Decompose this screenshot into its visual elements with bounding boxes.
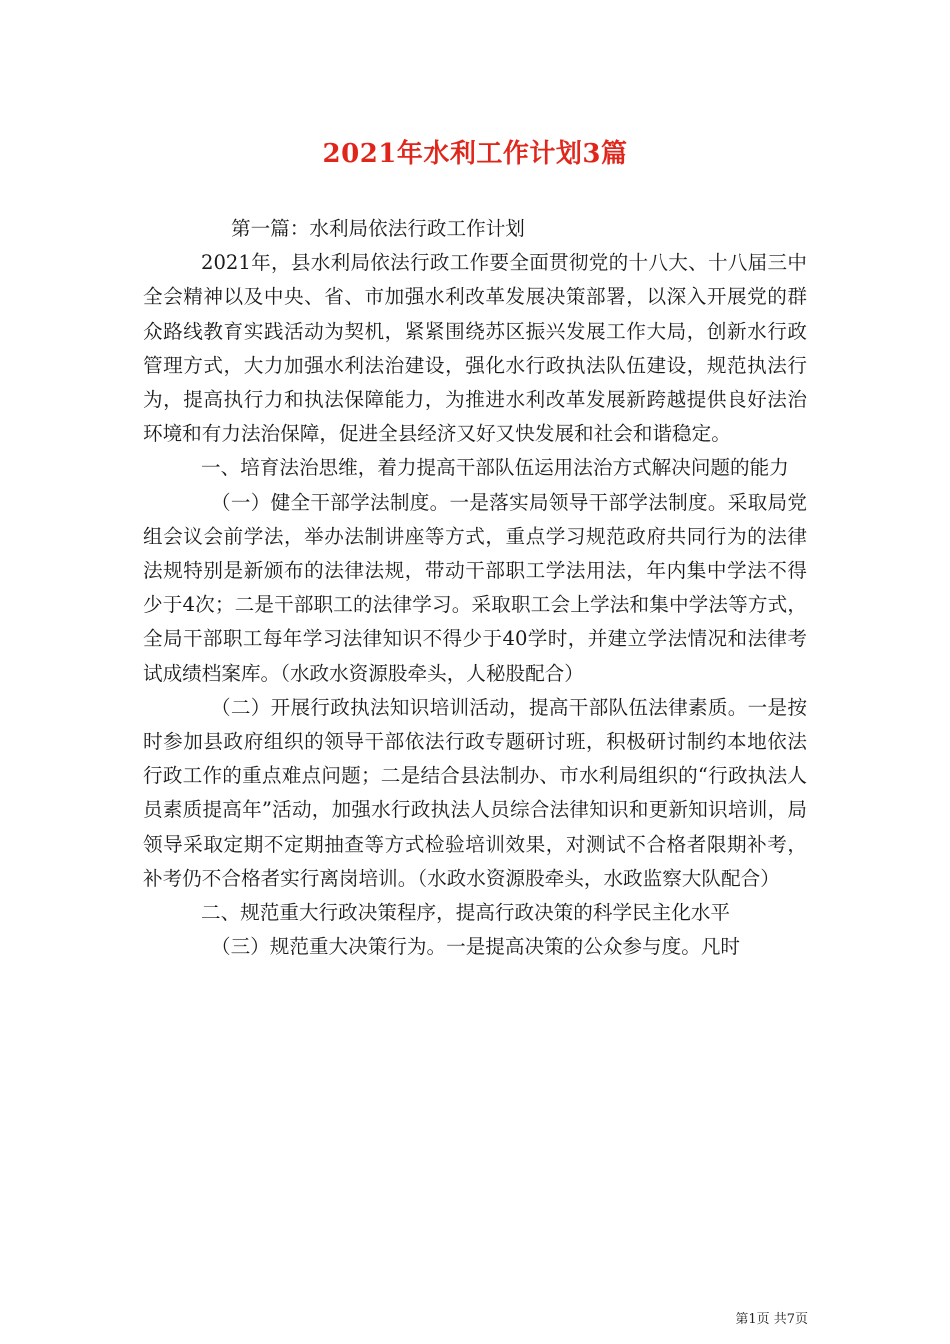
paragraph-item-one: （一）健全干部学法制度。一是落实局领导干部学法制度。采取局党组会议会前学法，举办法制讲座等方式，重点学习规范政府共同行为的法律法规特别是新颁布的法律法规，带动干部职工学法用法，年内集中学法不得少于4次；二是干部职工的法律学习。采取职工会上学法和集中学法等方式，全局干部职工每年学习法律知识不得少于40学时，并建立学法情况和法律考试成绩档案库。（水政水资源股牵头，人秘股配合）: [143, 490, 807, 685]
document-title: 2021年水利工作计划3篇: [322, 139, 628, 169]
document-body: [143, 212, 807, 964]
paragraph-intro: 2021年，县水利局依法行政工作要全面贯彻党的十八大、十八届三中全会精神以及中央、省、市加强水利改革发展决策部署，以深入开展党的群众路线教育实践活动为契机，紧紧围绕苏区振兴发展工作大局，创新水行政管理方式，大力加强水利法治建设，强化水行政执法队伍建设，规范执法行为，提高执行力和执法保障能力，为推进水利改革发展新跨越提供良好法治环境和有力法治保障，促进全县经济又好又快发展和社会和谐稳定。: [143, 251, 807, 446]
paragraph-heading-two: 二、规范重大行政决策程序，提高行政决策的科学民主化水平: [201, 901, 731, 925]
paragraph-heading-one: 一、培育法治思维，着力提高干部队伍运用法治方式解决问题的能力: [201, 456, 789, 480]
paragraph-item-two: （二）开展行政执法知识培训活动，提高干部队伍法律素质。一是按时参加县政府组织的领导干部依法行政专题研讨班，积极研讨制约本地依法行政工作的重点难点问题；二是结合县法制办、市水利局组织的“行政执法人员素质提高年”活动，加强水行政执法人员综合法律知识和更新知识培训，局领导采取定期不定期抽查等方式检验培训效果，对测试不合格者限期补考，补考仍不合格者实行离岗培训。（水政水资源股牵头，水政监察大队配合）: [143, 695, 807, 890]
paragraph-item-three: （三）规范重大决策行为。一是提高决策的公众参与度。凡时: [211, 935, 741, 959]
section-heading: 第一篇：水利局依法行政工作计划: [231, 217, 525, 240]
page-number: 第1页 共7页: [735, 1312, 808, 1327]
